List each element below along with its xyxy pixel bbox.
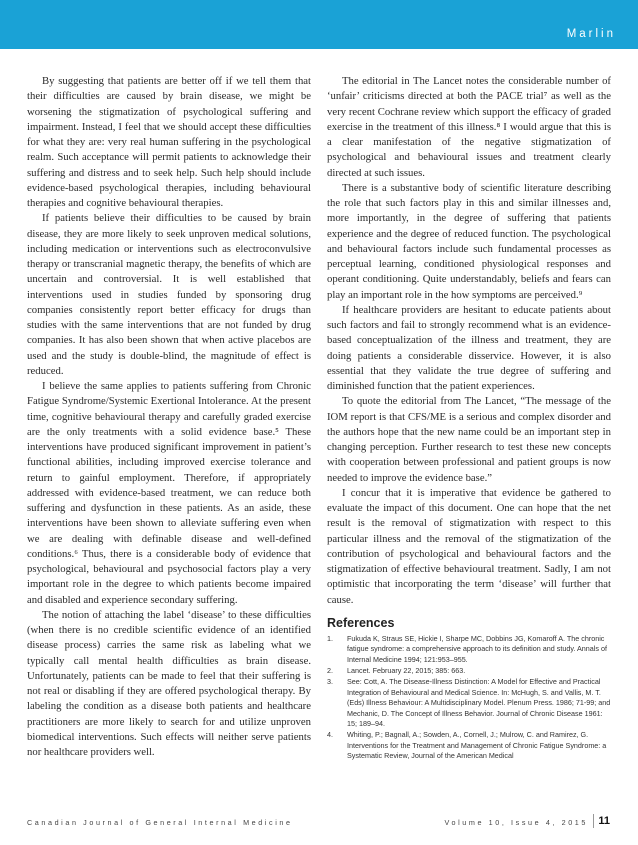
reference-number: 4.	[327, 730, 333, 740]
right-paragraph-4: To quote the editorial from The Lancet, “The message of the IOM report is that CFS/ME is a serious and complex disorder and the authors hope that the new name could be an important step in changing perception. Further research to test these new concepts with cooperation between professional and patient groups is now needed to improve the evidence base.”	[327, 395, 611, 484]
right-paragraph-3: If healthcare providers are hesitant to educate patients about such factors and fail to strongly recommend what is an evidence-based conceptualization of the illness and treatment, they are doing patients a considerable disservice. However, it is also essential that they validate the true degree of suffering and diminished function that the patient experiences.	[327, 303, 611, 392]
references-heading: References	[327, 615, 395, 630]
right-paragraph-5: I concur that it is imperative that evidence be gathered to evaluate the impact of this document. One can hope that the net result is the removal of stigmatization with respect to this particular illness and the removal of the stigmatization of the contribution of psychological and behavioural factors and the stigmatization of effective behavioural treatment. Sadly, I am not optimistic that incorporating the term ‘disease’ will further that cause.	[327, 486, 611, 606]
reference-item	[327, 677, 611, 729]
reference-number: 3.	[327, 677, 333, 687]
reference-number: 1.	[327, 633, 333, 643]
reference-text: Lancet. February 22, 2015; 385: 663.	[347, 665, 466, 675]
header-band	[0, 0, 638, 49]
reference-number: 2.	[327, 665, 333, 675]
left-paragraph-2: If patients believe their difficulties to be caused by brain disease, they are more likely to seek unproven medical solutions, including medication or interventions such as electroconvulsive therapy or transcranial magnetic therapy, the benefits of which are uncertain and controversial. It is well established that interventions used in studies funded by sponsoring drug companies consistently report better efficacy for drugs than studies with the same interventions that are not funded by drug companies. It has also been shown that when active placebos are used and the study is double-blind, the magnitude of effect is reduced.	[27, 212, 311, 377]
right-paragraph-2: There is a substantive body of scientific literature describing the role that such factors play in this and similar illnesses and, more importantly, in the degree of suffering that patients experience and the degree of reduced function. The psychological and behavioural factors include such fundamental processes as perceptual learning, conditioned physiological responses and operant conditioning. Quite understandably, beliefs and fears can play an important role in the how symptoms are perceived.⁹	[327, 181, 611, 301]
page-number: 11	[598, 815, 610, 827]
right-column	[327, 74, 611, 763]
page-footer	[27, 814, 610, 830]
left-paragraph-4: The notion of attaching the label ‘disease’ to these difficulties (when there is no credible scientific evidence of an identified disease process) carries the same risk as labeling what we typically call mental health difficulties as brain disease. Unfortunately, patients can be made to feel that their suffering is not real or disabling if they are offered psychological therapy. By labeling the condition as a disease both patients and healthcare practitioners are more likely to search for and utilize unproven biomedical interventions. Such effects will neither serve patients nor healthcare providers well.	[27, 608, 311, 758]
left-column	[27, 74, 311, 760]
footer-journal-name: Canadian Journal of General Internal Medicine	[27, 818, 293, 827]
reference-item	[327, 634, 611, 665]
reference-item	[327, 730, 611, 761]
right-paragraph-1: The editorial in The Lancet notes the considerable number of ‘unfair’ criticisms directed at both the PACE trial⁷ as well as the very recent Cochrane review which support the efficacy of graded exercise in the treatment of this illness.⁸ I would argue that this is a clear manifestation of the negative stigmatization of psychological and behavioural issues and treatment clearly directed at such issues.	[327, 75, 611, 179]
reference-text: See: Cott, A. The Disease-Illness Distinction: A Model for Effective and Practical Integration of Behavioural and Medical Science. In: McHugh, S. and Vallis, M. T. (Eds) Illness Behaviour: A Multidisciplinary Model. Plenum Press. 1986; 71-99; and Mechanic, D. The Concept of Illness Behavior. Journal of Chronic Disease 1961: 15; 189–94.	[347, 677, 611, 728]
footer-volume-issue: Volume 10, Issue 4, 2015	[444, 818, 588, 827]
left-paragraph-1: By suggesting that patients are better off if we tell them that their difficulties are caused by brain disease, we might be worsening the stigmatization of psychological suffering and impairment. Instead, I feel that we should accept these difficulties for what they are: very real human suffering in the psychological realm. Such acceptance will permit patients to acknowledge their suffering and distress and to seek help. Such help should include evidence-based psychological therapies, including behavioural therapies and cognitive behavioural therapies.	[27, 75, 311, 209]
left-paragraph-3: I believe the same applies to patients suffering from Chronic Fatigue Syndrome/Systemic Exertional Intolerance. At the present time, cognitive behavioural therapy and carefully graded exercise are the only treatments with a solid evidence base.⁵ These interventions have produced significant improvement in patient’s functional abilities, including improved exercise tolerance and return to gainful employment. Therefore, if appropriately addressed with evidence-based treatment, we can reduce both suffering and dysfunction in these patients. As an aside, these interventions have been shown to alleviate suffering even when we are dealing with definable disease and well-defined conditions.⁶ Thus, there is a considerable body of evidence that psychological, behavioural and psychosocial factors play a very important role in the degree to which patients become impaired and disabled and experience secondary suffering.	[27, 380, 311, 606]
running-head-author: Marlin	[566, 28, 616, 40]
reference-item	[327, 666, 611, 676]
reference-text: Whiting, P.; Bagnall, A.; Sowden, A., Cornell, J.; Mulrow, C. and Ramirez, G. Interventions for the Treatment and Management of Chronic Fatigue Syndrome: a Systematic Review, Journal of the American Medical	[347, 730, 607, 761]
footer-divider	[593, 814, 594, 828]
reference-text: Fukuda K, Straus SE, Hickie I, Sharpe MC, Dobbins JG, Komaroff A. The chronic fatigue syndrome: a comprehensive approach to its definition and study. Annals of Internal Medicine 1994; 121:953–955.	[347, 633, 607, 664]
